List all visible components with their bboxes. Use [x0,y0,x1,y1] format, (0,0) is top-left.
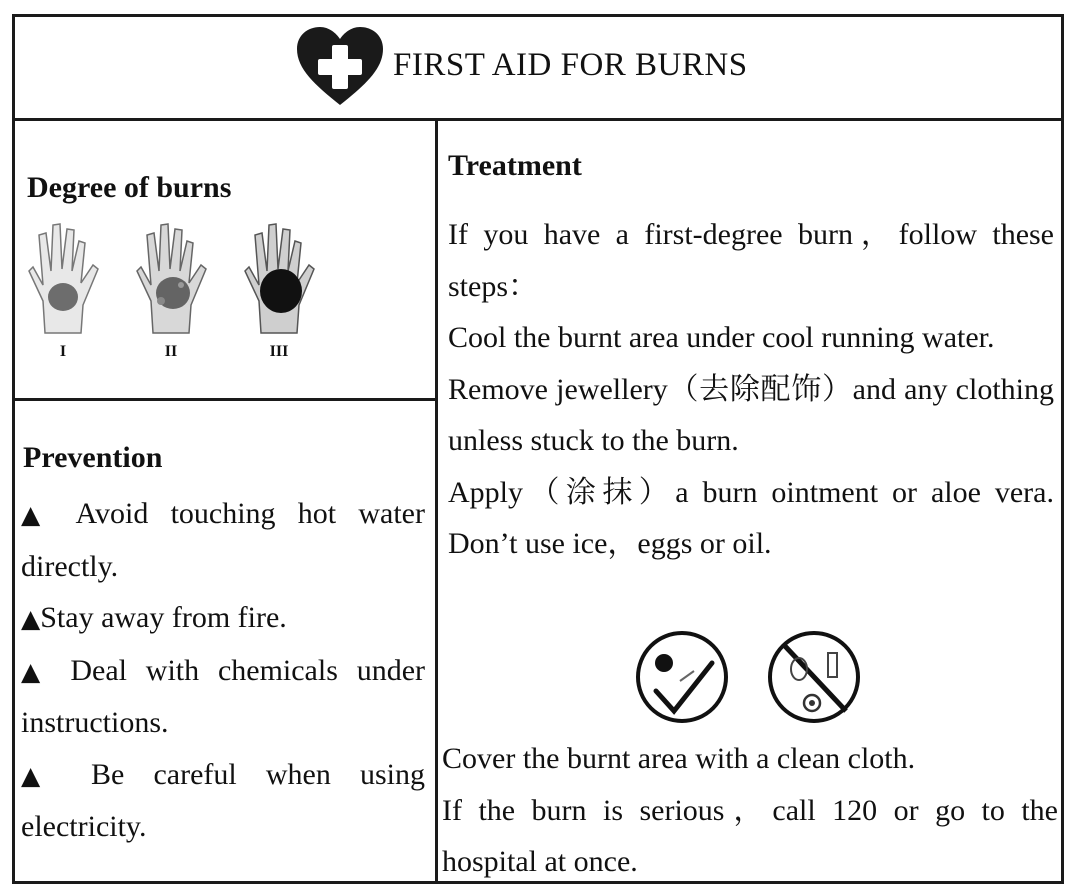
treatment-paragraph: Cover the burnt area with a clean cloth. [442,742,916,775]
prevention-list [21,488,425,853]
page-title: FIRST AID FOR BURNS [393,47,748,83]
poster-header [15,17,1061,121]
first-aid-poster [12,14,1064,884]
degree-panel [15,121,435,398]
no-ice-eggs-oil-icon [770,633,858,721]
treatment-paragraph: Remove jewellery（去除配饰）and any clothing unless stuck to the burn. [448,372,1054,457]
degree-numeral: II [164,343,178,360]
treatment-paragraph: If you have a first-degree burn，follow these steps： [448,218,1054,303]
treatment-panel [438,121,1064,884]
burn-hands-row [23,221,323,361]
second-degree-burn-hand [131,221,211,361]
triangle-bullet-icon: ▲ [21,656,52,686]
treatment-paragraph: Apply（涂抹）a burn ointment or aloe vera. Don’t use ice，eggs or oil. [448,475,1054,560]
treatment-steps [448,209,1054,570]
list-item: ▲Stay away from fire. [21,601,287,634]
degree-numeral: I [59,343,67,360]
treatment-icons [634,629,874,729]
treatment-paragraph: Cool the burnt area under cool running water. [448,321,995,354]
prevention-heading: Prevention [23,441,163,474]
triangle-bullet-icon: ▲ [21,500,55,529]
list-item: ▲ Deal with chemicals under instructions. [21,653,425,739]
treatment-paragraph: If the burn is serious，call 120 or go to the hospital at once. [442,793,1058,878]
triangle-bullet-icon: ▲ [21,604,41,633]
ointment-allowed-icon [638,633,726,721]
treatment-closing [442,733,1058,888]
heart-first-aid-icon [295,25,385,107]
list-item: ▲ Be careful when using electricity. [21,757,426,843]
first-degree-burn-hand [23,221,103,361]
third-degree-burn-hand [239,221,319,361]
prevention-panel [15,401,435,884]
degree-numeral: III [269,343,289,360]
degree-heading: Degree of burns [27,171,232,204]
triangle-bullet-icon: ▲ [21,760,62,790]
treatment-heading: Treatment [448,149,582,182]
list-item: ▲ Avoid touching hot water directly. [21,497,425,583]
